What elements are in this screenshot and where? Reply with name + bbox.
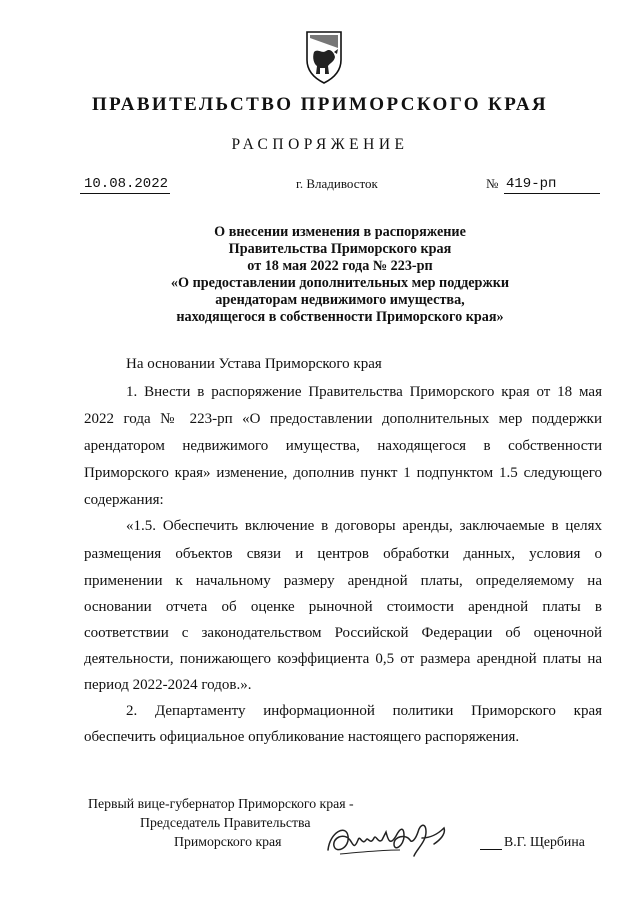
government-title: ПРАВИТЕЛЬСТВО ПРИМОРСКОГО КРАЯ: [91, 94, 549, 115]
subject-line: арендаторам недвижимого имущества,: [215, 292, 465, 308]
document-date: 10.08.2022: [80, 176, 170, 194]
document-type: РАСПОРЯЖЕНИЕ: [231, 136, 409, 153]
signatory-name-text: В.Г. Щербина: [504, 834, 585, 849]
subject-line: от 18 мая 2022 года № 223-рп: [247, 258, 433, 274]
document-number: 419-рп: [504, 176, 600, 194]
subject-line: Правительства Приморского края: [228, 241, 452, 257]
subparagraph-1-5-line: период 2022-2024 годов.».: [84, 677, 252, 693]
subparagraph-1-5-line: соответствии с законодательством Российской Федерации об оценочной: [84, 625, 602, 641]
paragraph-2-line: обеспечить официальное опубликование настоящего распоряжения.: [84, 729, 520, 745]
document-city: г. Владивосток: [296, 176, 378, 191]
signatory-position-line-3: Приморского края: [174, 834, 282, 849]
paragraph-1-line: содержания:: [84, 492, 164, 508]
document-subject: [100, 224, 580, 326]
paragraph-1-line: арендатором недвижимого имущества, находящегося в собственности: [84, 438, 602, 454]
subject-line: О внесении изменения в распоряжение: [214, 224, 466, 240]
subparagraph-1-5-line: деятельности, понижающего коэффициента 0,5 от размера арендной платы на: [84, 651, 602, 667]
signatory-name: [480, 834, 600, 850]
paragraph-2-line: 2. Департаменту информационной политики Приморского края: [126, 703, 602, 719]
subparagraph-1-5-line: применении к начальному размеру арендной платы, определяемому на: [84, 573, 602, 589]
signatory-position-line-1: Первый вице-губернатор Приморского края -: [88, 796, 354, 811]
signature-line: [480, 849, 502, 850]
paragraph-1-line: 1. Внести в распоряжение Правительства Приморского края от 18 мая: [126, 384, 602, 400]
paragraph-1-line: 2022 года № 223-рп «О предоставлении дополнительных мер поддержки: [84, 411, 602, 427]
coat-of-arms-emblem: [304, 30, 344, 84]
basis-line: На основании Устава Приморского края: [126, 356, 382, 372]
subject-line: находящегося в собственности Приморского края»: [176, 309, 504, 325]
handwritten-signature: [320, 810, 470, 870]
subject-line: «О предоставлении дополнительных мер поддержки: [170, 275, 510, 291]
signatory-position-line-2: Председатель Правительства: [140, 815, 311, 830]
subparagraph-1-5-line: основании отчета об оценке рыночной стоимости арендной платы в: [84, 599, 602, 615]
paragraph-1-line: Приморского края» изменение, дополнив пункт 1 подпунктом 1.5 следующего: [84, 465, 602, 481]
number-label: №: [486, 176, 499, 191]
subparagraph-1-5-line: размещения объектов связи и центров обработки данных, условия о: [84, 546, 602, 562]
subparagraph-1-5-line: «1.5. Обеспечить включение в договоры аренды, заключаемые в целях: [126, 518, 602, 534]
